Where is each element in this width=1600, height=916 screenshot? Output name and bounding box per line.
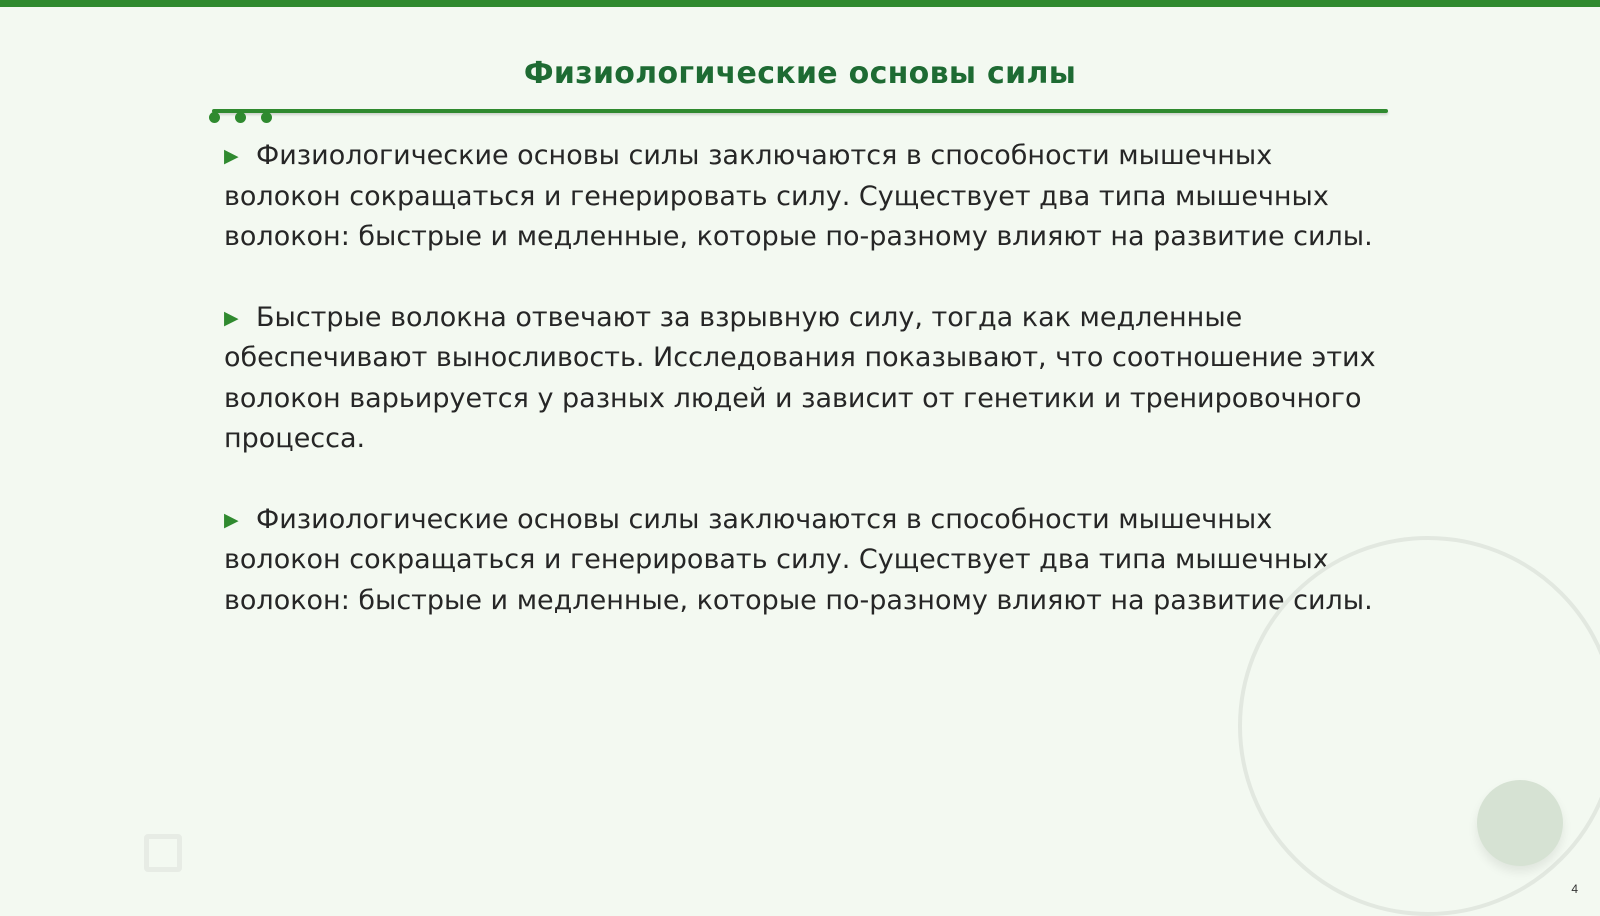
decorative-square xyxy=(144,834,182,872)
decorative-ring xyxy=(1238,536,1600,916)
bullet-item xyxy=(224,136,1384,258)
underline-dot xyxy=(209,112,220,123)
bullet-text: Физиологические основы силы заключаются в способности мышечных волокон сокращаться и генерировать силу. Существует два типа мышечных волокон: быстрые и медленные, которые по-разному влияют на развитие силы. xyxy=(224,140,1373,252)
bullet-item xyxy=(224,298,1384,460)
bullet-text: Физиологические основы силы заключаются в способности мышечных волокон сокращаться и генерировать силу. Существует два типа мышечных волокон: быстрые и медленные, которые по-разному влияют на развитие силы. xyxy=(224,503,1373,616)
title-underline xyxy=(212,109,1388,113)
underline-dot xyxy=(261,112,272,123)
bullet-item xyxy=(224,500,1384,622)
top-accent-bar xyxy=(0,0,1600,7)
decorative-circle xyxy=(1477,780,1563,866)
bullet-text: Быстрые волокна отвечают за взрывную силу, тогда как медленные обеспечивают выносливость. Исследования показывают, что соотношение этих волокон варьируется у разных людей и зависит от генетики и тренировочного процесса. xyxy=(224,301,1376,454)
page-number: 4 xyxy=(1571,882,1578,896)
triangle-bullet-icon: ▶ xyxy=(224,145,239,167)
slide-title: Физиологические основы силы xyxy=(523,56,1077,91)
triangle-bullet-icon: ▶ xyxy=(224,306,239,329)
bullet-list xyxy=(224,136,1384,661)
triangle-bullet-icon: ▶ xyxy=(224,508,239,531)
underline-dot xyxy=(235,112,246,123)
